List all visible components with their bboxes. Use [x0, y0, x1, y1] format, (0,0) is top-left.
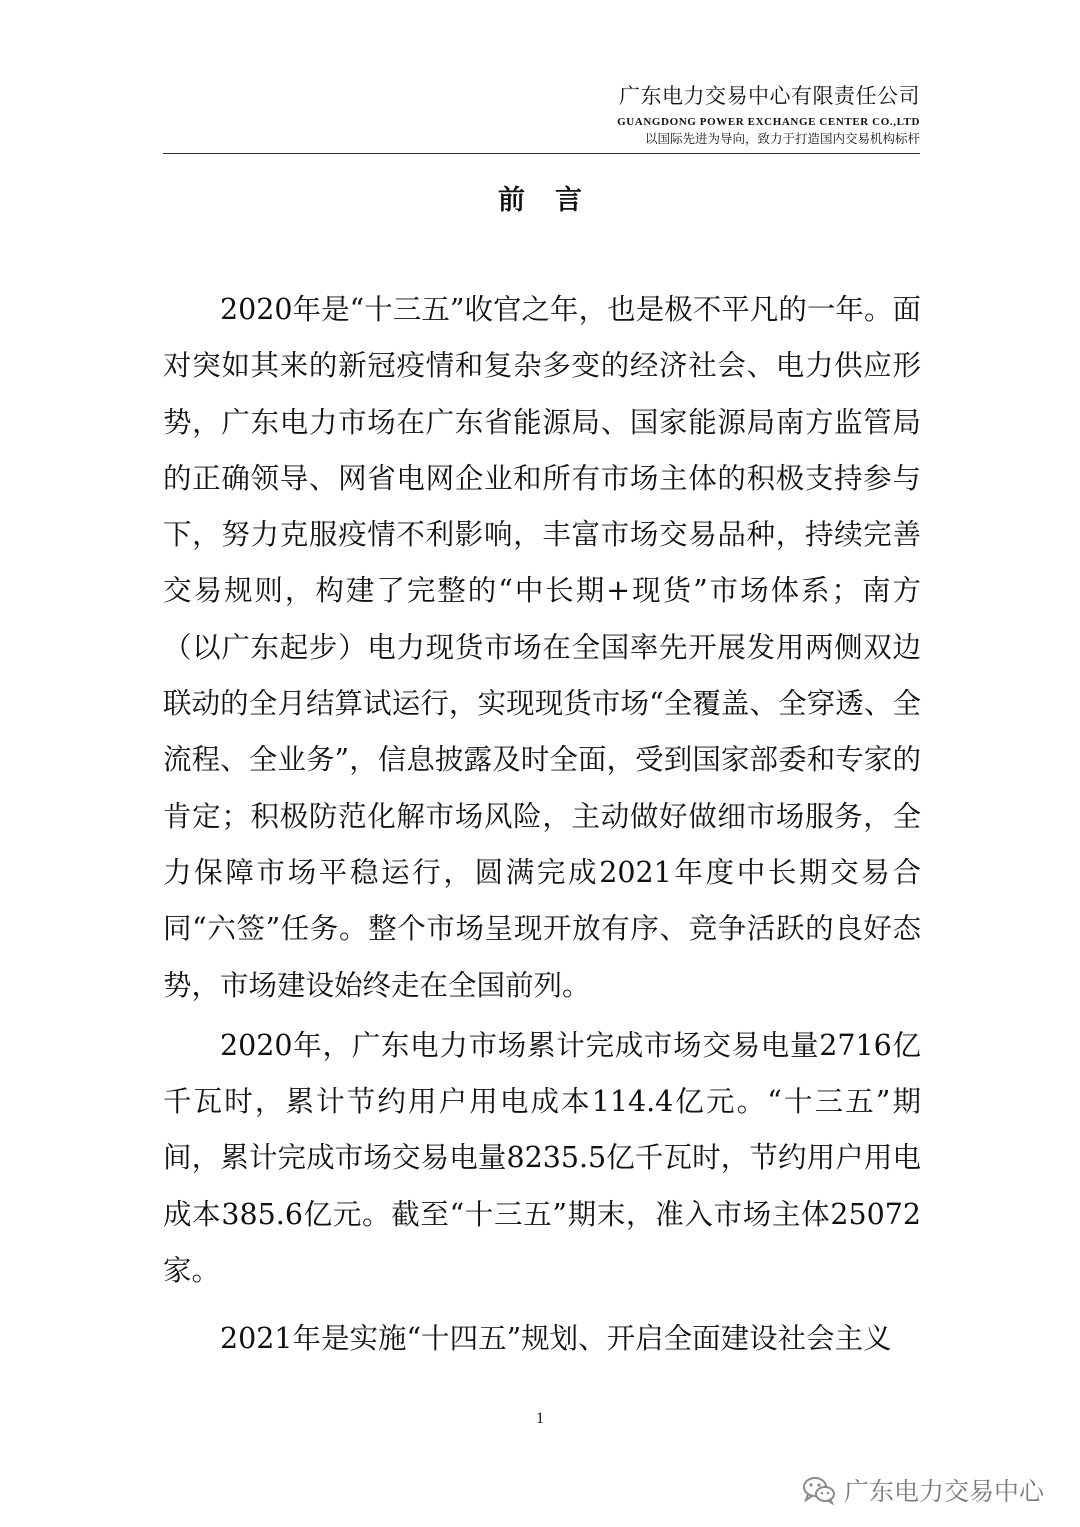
paragraph-1: 2020年是“十三五”收官之年，也是极不平凡的一年。面对突如其来的新冠疫情和复杂多变的经济社会、电力供应形势，广东电力市场在广东省能源局、国家能源局南方监管局的正确领导、网省电网企业和所有市场主体的积极支持参与下，努力克服疫情不利影响，丰富市场交易品种，持续完善交易规则，构建了完整的“中长期+现货”市场体系；南方（以广东起步）电力现货市场在全国率先开展发用两侧双边联动的全月结算试运行，实现现货市场“全覆盖、全穿透、全流程、全业务”，信息披露及时全面，受到国家部委和专家的肯定；积极防范化解市场风险，主动做好做细市场服务，全力保障市场平稳运行，圆满完成2021年度中长期交易合同“六签”任务。整个市场呈现开放有序、竞争活跃的良好态势，市场建设始终走在全国前列。 [163, 293, 921, 1002]
wechat-icon [802, 1475, 836, 1505]
page-number: 1 [536, 1410, 544, 1427]
body-text [163, 282, 921, 1368]
header-divider [163, 153, 920, 154]
company-name-en: GUANGDONG POWER EXCHANGE CENTER CO.,LTD [617, 116, 920, 128]
document-header [617, 84, 920, 147]
company-name-cn: 广东电力交易中心有限责任公司 [619, 84, 920, 108]
paragraph-2: 2020年，广东电力市场累计完成市场交易电量2716亿千瓦时，累计节约用户用电成本114.4亿元。“十三五”期间，累计完成市场交易电量8235.5亿千瓦时，节约用户用电成本385.6亿元。截至“十三五”期末，准入市场主体25072家。 [163, 1028, 921, 1288]
company-slogan: 以国际先进为导向，致力于打造国内交易机构标杆 [644, 131, 920, 146]
page-title: 前言 [498, 185, 612, 216]
wechat-watermark [802, 1472, 1044, 1508]
paragraph-3: 2021年是实施“十四五”规划、开启全面建设社会主义 [220, 1322, 892, 1356]
watermark-text: 广东电力交易中心 [843, 1477, 1044, 1506]
